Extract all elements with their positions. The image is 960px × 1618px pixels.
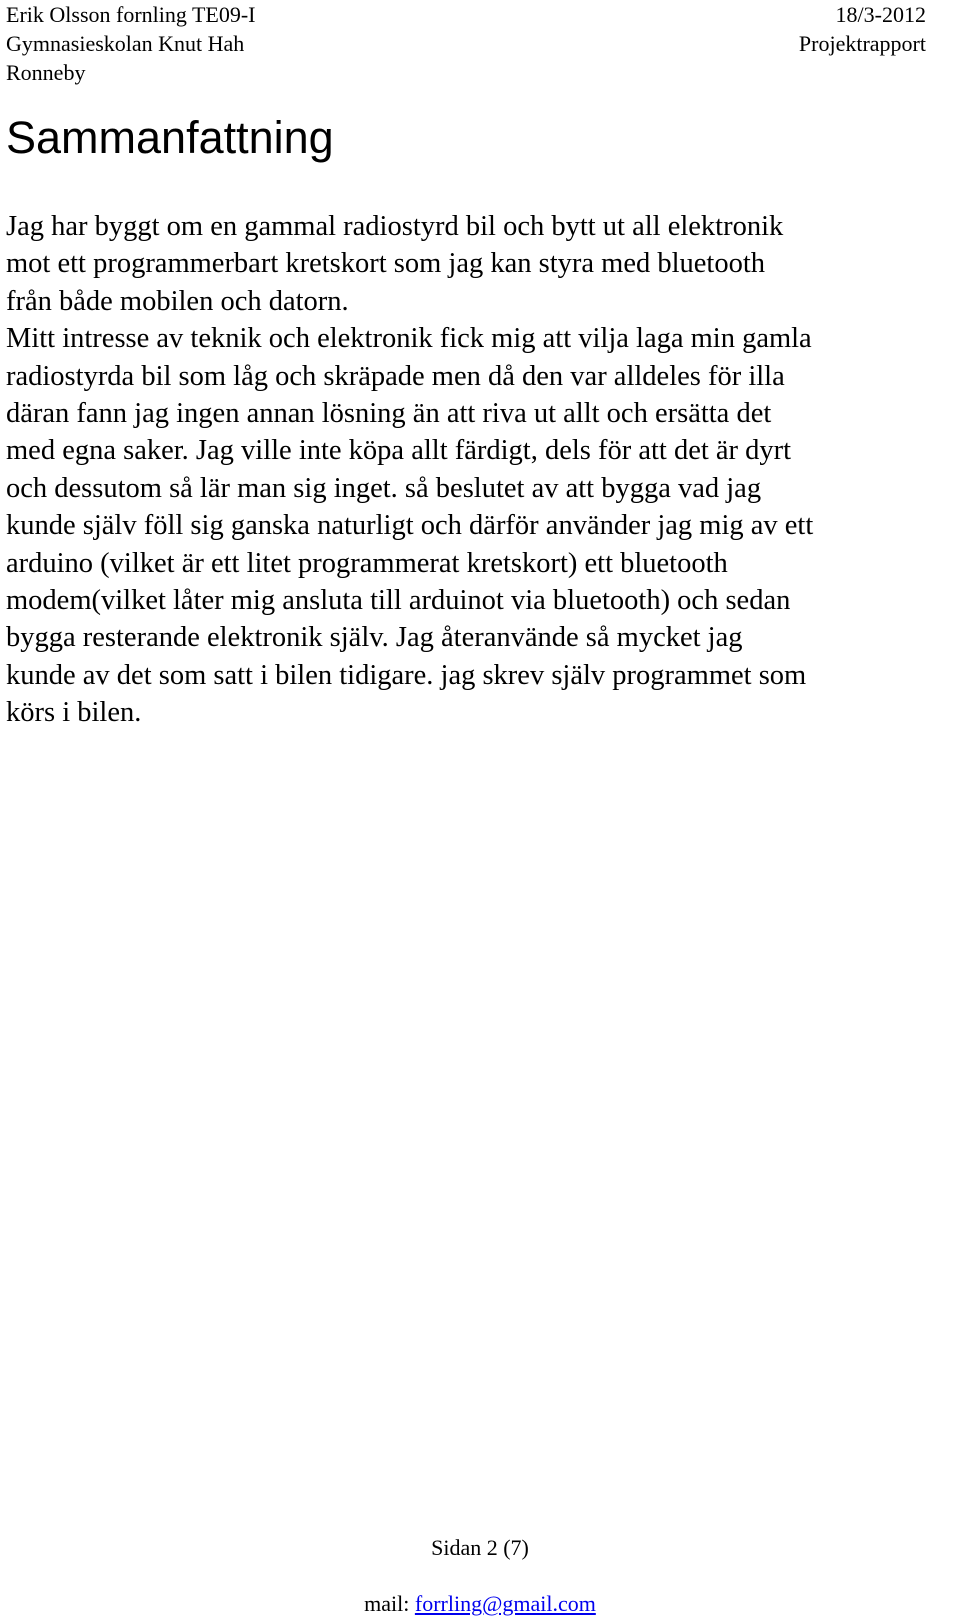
body-line: från både mobilen och datorn. bbox=[6, 285, 349, 317]
body-line: bygga resterande elektronik själv. Jag återanvände så mycket jag bbox=[6, 622, 743, 654]
mail-label: mail: bbox=[364, 1591, 410, 1616]
body-line: Mitt intresse av teknik och elektronik fick mig att vilja laga min gamla bbox=[6, 323, 812, 355]
body-line: modem(vilket låter mig ansluta till arduinot via bluetooth) och sedan bbox=[6, 585, 791, 617]
body-line: däran fann jag ingen annan lösning än att riva ut allt och ersätta det bbox=[6, 398, 772, 430]
body-line: mot ett programmerbart kretskort som jag kan styra med bluetooth bbox=[6, 248, 766, 280]
section-heading: Sammanfattning bbox=[6, 112, 334, 163]
body-line: kunde av det som satt i bilen tidigare. jag skrev själv programmet som bbox=[6, 659, 807, 691]
page-number: Sidan 2 (7) bbox=[431, 1535, 529, 1560]
summary-paragraph bbox=[6, 208, 946, 732]
body-line: Jag har byggt om en gammal radiostyrd bil och bytt ut all elektronik bbox=[6, 211, 784, 242]
page-header bbox=[6, 0, 926, 87]
body-line: körs i bilen. bbox=[6, 697, 142, 729]
header-row-1 bbox=[6, 0, 926, 29]
document-type: Projektrapport bbox=[798, 31, 926, 56]
body-line: med egna saker. Jag ville inte köpa allt färdigt, dels för att det är dyrt bbox=[6, 435, 792, 467]
header-row-2 bbox=[6, 29, 926, 58]
header-row-3 bbox=[6, 58, 926, 87]
author-line: Erik Olsson fornling TE09-I bbox=[6, 2, 256, 27]
body-line: radiostyrda bil som låg och skräpade men då den var alldeles för illa bbox=[6, 360, 785, 392]
city-name: Ronneby bbox=[6, 60, 86, 85]
body-line: kunde själv föll sig ganska naturligt och därför använder jag mig av ett bbox=[6, 510, 814, 542]
email-link[interactable]: forrling@gmail.com bbox=[414, 1591, 596, 1616]
school-name: Gymnasieskolan Knut Hah bbox=[6, 31, 245, 56]
footer-contact bbox=[0, 1590, 960, 1618]
document-date: 18/3-2012 bbox=[835, 2, 926, 27]
body-line: och dessutom så lär man sig inget. så beslutet av att bygga vad jag bbox=[6, 472, 762, 504]
body-line: arduino (vilket är ett litet programmerat kretskort) ett bluetooth bbox=[6, 547, 728, 579]
